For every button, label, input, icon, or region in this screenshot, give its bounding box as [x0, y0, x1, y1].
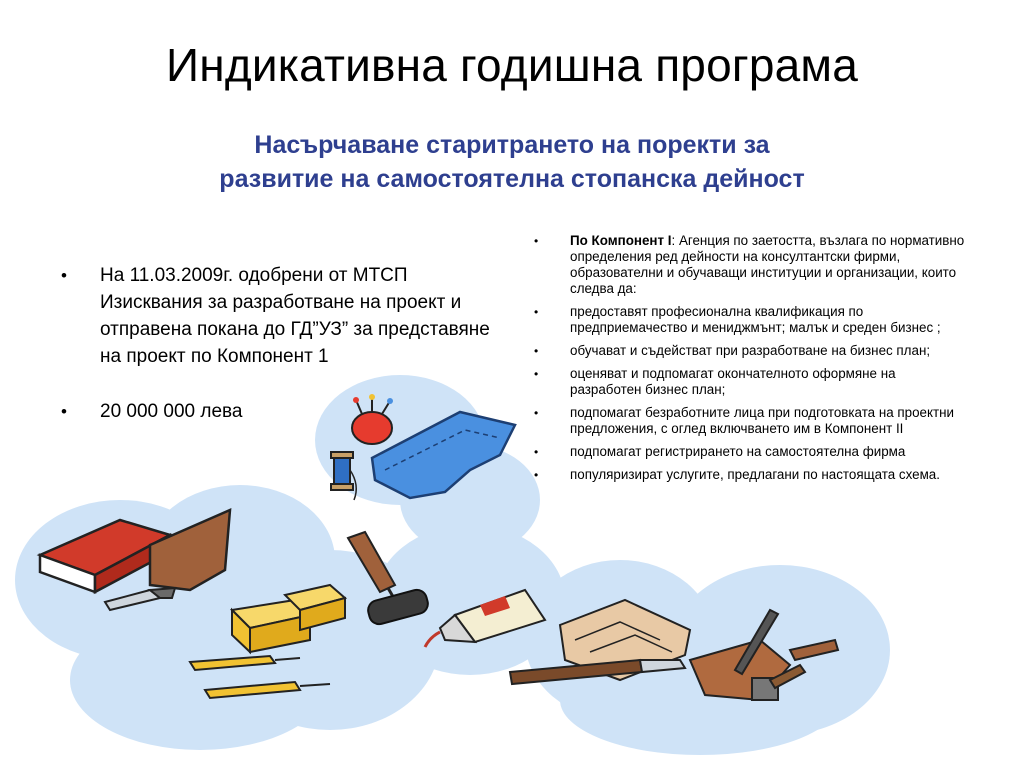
component-text: : Агенция по заетостта, възлага по нормативно определения ред дейности на консултантски фирми, образователни и обучаващи институции и организации, които следва да: [570, 233, 965, 296]
slide-subtitle: Насърчаване старитрането на поректи за развитие на самостоятелна стопанска дейност [219, 131, 805, 193]
left-bullet-list [58, 262, 498, 453]
right-bullet-evaluation: • оценяват и подпомагат окончателното оформяне на разработен бизнес план; [530, 366, 970, 398]
right-bullet-list [530, 233, 970, 490]
right-bullet-qualification: • предоставят професионална квалификация по предприемачество и мениджмънт; малък и среден бизнес ; [530, 304, 970, 336]
left-bullet-approval: • На 11.03.2009г. одобрени от МТСП Изисквания за разработване на проект и отправена покана до ГД”УЗ” за представяне на проект по Компонент 1 [58, 262, 498, 370]
right-bullet-support: • подпомагат безработните лица при подготовката на проектни предложения, с оглед включването им в Компонент II [530, 405, 970, 437]
component-label: По Компонент I [570, 233, 672, 248]
slide-title: Индикативна годишна програма [165, 39, 859, 91]
left-bullet-amount: • 20 000 000 лева [58, 398, 498, 425]
right-bullet-registration: • подпомагат регистрирането на самостоятелна фирма [530, 444, 970, 460]
right-bullet-promotion: • популяризират услугите, предлагани по настоящата схема. [530, 467, 970, 483]
right-bullet-training: • обучават и съдействат при разработване на бизнес план; [530, 343, 970, 359]
right-bullet-component [530, 233, 970, 297]
